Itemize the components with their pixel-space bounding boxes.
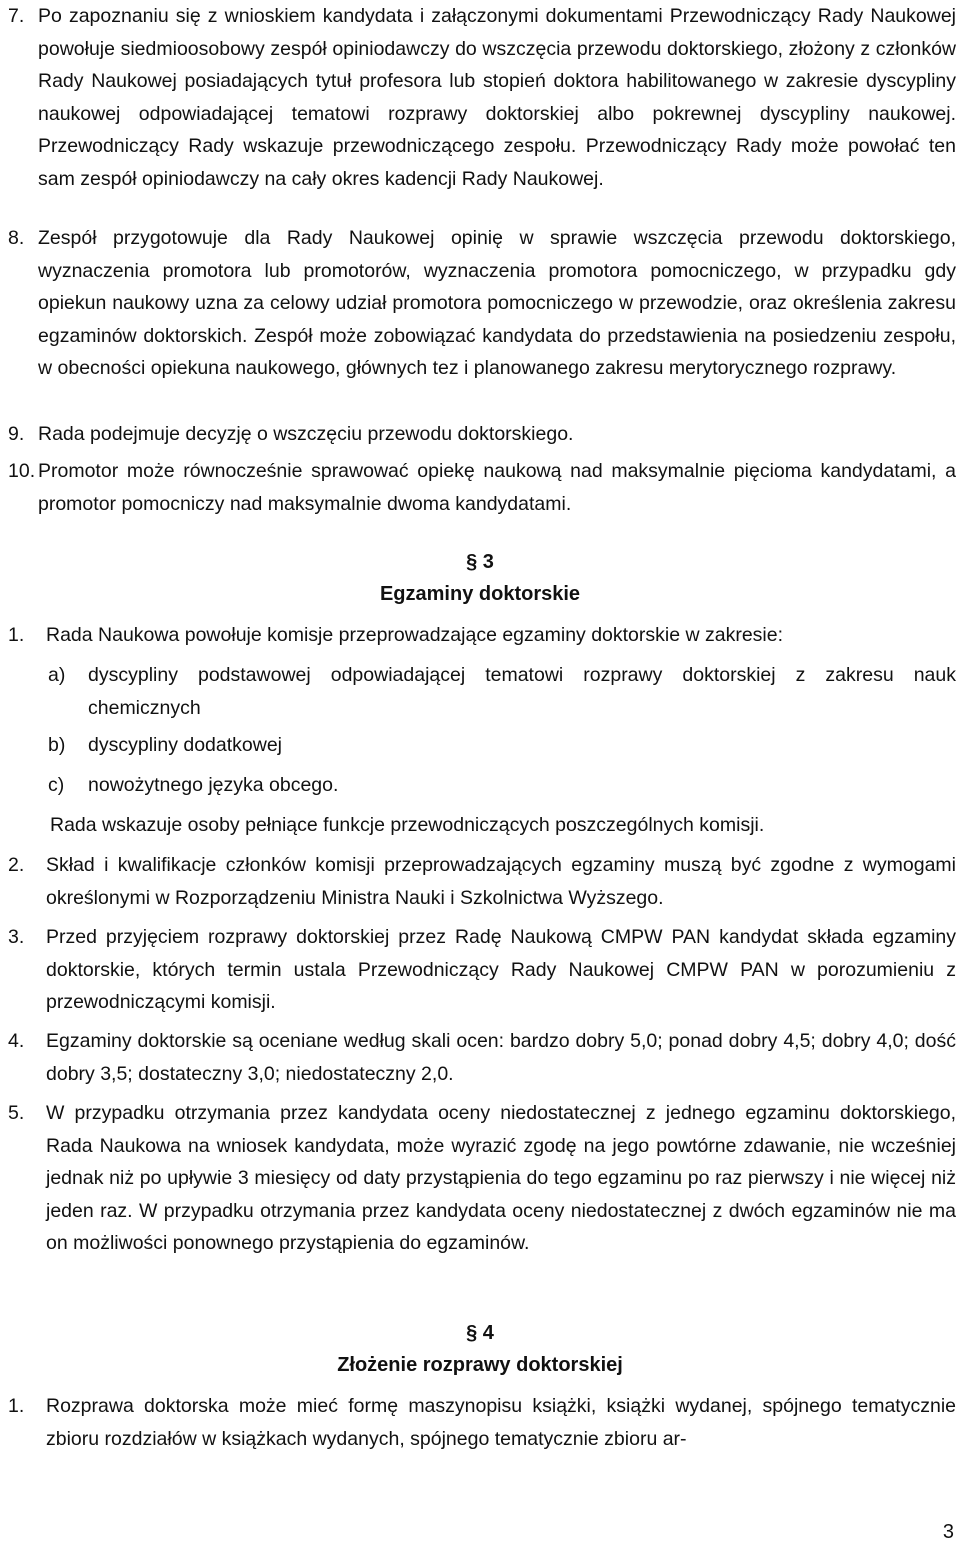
item-text: Egzaminy doktorskie są oceniane według skali ocen: bardzo dobry 5,0; ponad dobry 4,5; dobry 4,0; dość dobry 3,5; dostateczny 3,0; niedostateczny 2,0. xyxy=(46,1030,956,1085)
section-4-symbol: § 4 xyxy=(466,1322,494,1344)
section-3-item-2 xyxy=(8,849,956,914)
item-number: 1. xyxy=(8,1395,25,1417)
section-3-symbol: § 3 xyxy=(466,551,494,573)
section-3-item-1 xyxy=(8,619,956,652)
item-number: 10. xyxy=(8,460,36,482)
section-3-subitem-a xyxy=(48,659,956,724)
page-number: 3 xyxy=(942,1521,954,1543)
paragraph-item-10 xyxy=(8,455,956,520)
paragraph-item-8 xyxy=(8,222,956,385)
item-number: 7. xyxy=(8,5,25,27)
item-number: 5. xyxy=(8,1102,25,1124)
subitem-text: dyscypliny podstawowej odpowiadającej tematowi rozprawy doktorskiej z zakresu nauk chemicznych xyxy=(88,664,956,719)
item-text: Zespół przygotowuje dla Rady Naukowej opinię w sprawie wszczęcia przewodu doktorskiego, wyznaczenia promotora lub promotorów, wyznaczenia promotora pomocniczego, w przypadku gdy opiekun naukowy uzna za celowy udział promotora pomocniczego w przewodzie, oraz określenia zakresu egzaminów doktorskich. Zespół może zobowiązać kandydata do przedstawienia na posiedzeniu zespołu, w obecności opiekuna naukowego, głównych tez i planowanego zakresu merytorycznego rozprawy. xyxy=(38,227,956,379)
item-text: W przypadku otrzymania przez kandydata oceny niedostatecznej z jednego egzaminu doktorskiego, Rada Naukowa na wniosek kandydata, może wyrazić zgodę na jego powtórne zdawanie, nie wcześniej jednak niż po upływie 3 miesięcy od daty przystąpienia do tego egzaminu po raz pierwszy i nie więcej niż jeden raz. W przypadku otrzymania przez kandydata oceny niedostatecznej z dwóch egzaminów nie ma on możliwości ponownego przystąpienia do egzaminów. xyxy=(46,1102,956,1254)
item-number: 9. xyxy=(8,423,25,445)
section-3-note: Rada wskazuje osoby pełniące funkcje przewodniczących poszczególnych komisji. xyxy=(50,814,765,836)
item-text: Rada Naukowa powołuje komisje przeprowadzające egzaminy doktorskie w zakresie: xyxy=(46,624,784,646)
paragraph-item-9 xyxy=(8,418,956,451)
section-3-item-3 xyxy=(8,921,956,1019)
section-3-subitem-c xyxy=(48,769,956,802)
section-3-item-4 xyxy=(8,1025,956,1090)
section-4-title: Złożenie rozprawy doktorskiej xyxy=(337,1354,623,1376)
item-text: Przed przyjęciem rozprawy doktorskiej przez Radę Naukową CMPW PAN kandydat składa egzaminy doktorskie, których termin ustala Przewodniczący Rady Naukowej CMPW PAN w porozumieniu z przewodniczącymi komisji. xyxy=(46,926,956,1013)
item-text: Rada podejmuje decyzję o wszczęciu przewodu doktorskiego. xyxy=(38,423,574,445)
item-text: Po zapoznaniu się z wnioskiem kandydata i załączonymi dokumentami Przewodniczący Rady Naukowej powołuje siedmioosobowy zespół opiniodawczy do wszczęcia przewodu doktorskiego, złożony z członków Rady Naukowej posiadających tytuł profesora lub stopień doktora habilitowanego w zakresie dyscypliny naukowej odpowiadającej tematowi rozprawy doktorskiej albo pokrewnej dyscypliny naukowej. Przewodniczący Rady wskazuje przewodniczącego zespołu. Przewodniczący Rady może powołać ten sam zespół opiniodawczy na cały okres kadencji Rady Naukowej. xyxy=(38,5,956,190)
item-number: 8. xyxy=(8,227,25,249)
subitem-text: nowożytnego języka obcego. xyxy=(88,774,339,796)
section-3-item-5 xyxy=(8,1097,956,1260)
item-text: Promotor może równocześnie sprawować opiekę naukową nad maksymalnie pięcioma kandydatami, a promotor pomocniczy nad maksymalnie dwoma kandydatami. xyxy=(38,460,956,515)
subitem-label: c) xyxy=(48,774,65,796)
section-3-title: Egzaminy doktorskie xyxy=(379,583,581,605)
item-text: Rozprawa doktorska może mieć formę maszynopisu książki, książki wydanej, spójnego tematycznie zbioru rozdziałów w książkach wydanych, spójnego tematycznie zbioru ar- xyxy=(46,1395,956,1450)
item-number: 4. xyxy=(8,1030,25,1052)
section-4-item-1 xyxy=(8,1390,956,1455)
subitem-label: b) xyxy=(48,734,66,756)
item-number: 1. xyxy=(8,624,25,646)
item-number: 3. xyxy=(8,926,25,948)
item-number: 2. xyxy=(8,854,25,876)
paragraph-item-7 xyxy=(8,0,956,195)
section-3-subitem-b xyxy=(48,729,956,762)
subitem-text: dyscypliny dodatkowej xyxy=(88,734,283,756)
subitem-label: a) xyxy=(48,664,66,686)
item-text: Skład i kwalifikacje członków komisji przeprowadzających egzaminy muszą być zgodne z wymogami określonymi w Rozporządzeniu Ministra Nauki i Szkolnictwa Wyższego. xyxy=(46,854,956,909)
